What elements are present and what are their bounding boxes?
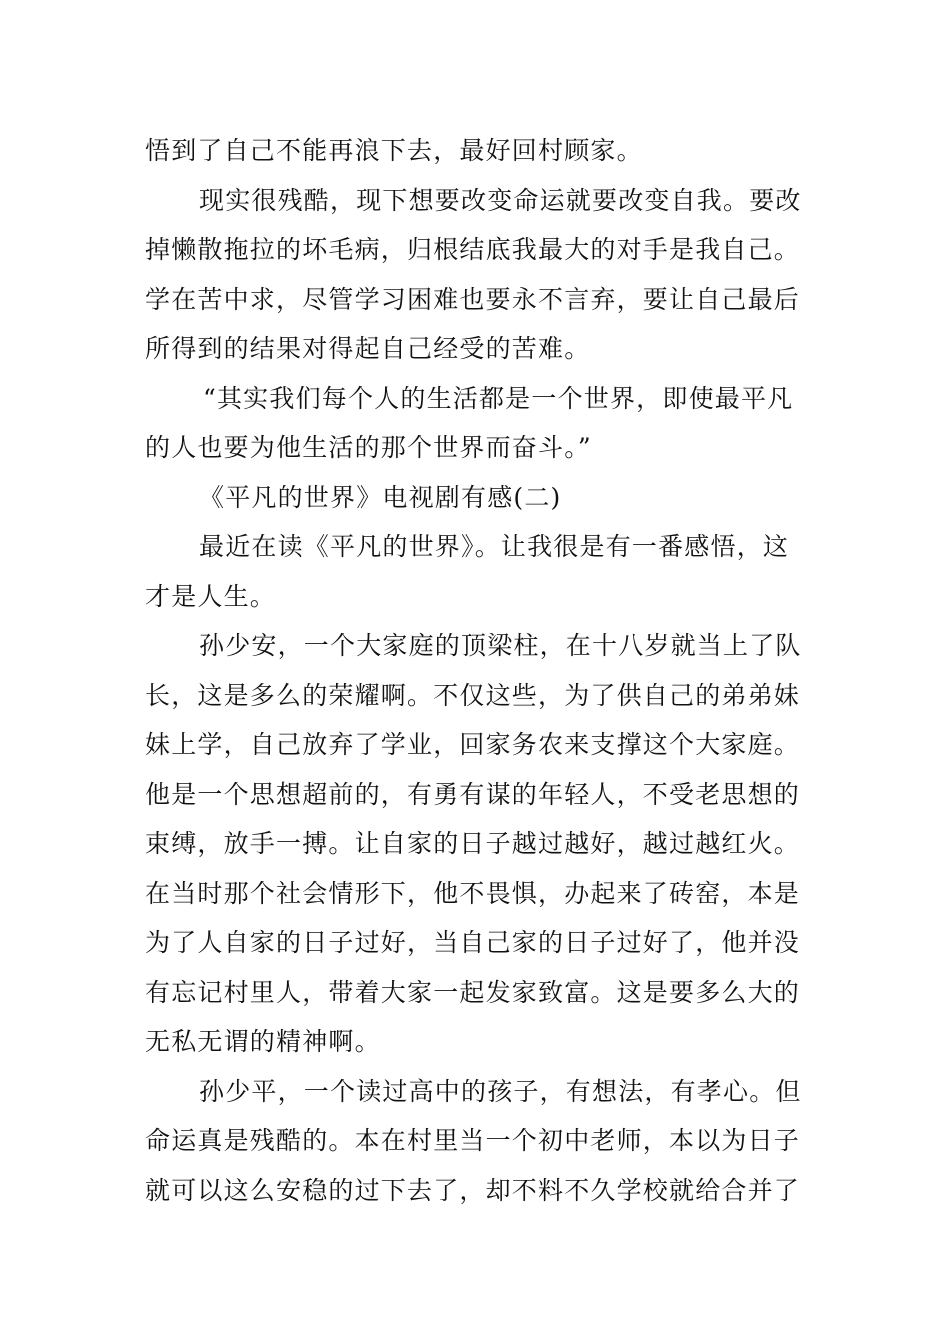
quote-line: “其实我们每个人的生活都是一个世界，即使最平凡 [203, 383, 794, 413]
section-heading: 《平凡的世界》电视剧有感(二) [199, 482, 562, 512]
text-line: 孙少安，一个大家庭的顶梁柱，在十八岁就当上了队 [199, 631, 802, 660]
text-line: 他是一个思想超前的，有勇有谋的年轻人，不受老思想的 [145, 779, 801, 809]
text-line: 才是人生。 [145, 581, 277, 611]
text-line: 妹上学，自己放弃了学业，回家务农来支撑这个大家庭。 [145, 730, 801, 759]
quote-line: 的人也要为他生活的那个世界而奋斗。” [145, 433, 592, 462]
text-line: 无私无谓的精神啊。 [145, 1027, 381, 1056]
text-line: 在当时那个社会情形下，他不畏惧，办起来了砖窑，本是 [145, 878, 801, 908]
text-line: 学在苦中求，尽管学习困难也要永不言弃，要让自己最后 [145, 284, 801, 314]
text-line: 悟到了自己不能再浪下去，最好回村顾家。 [145, 136, 643, 165]
text-line: 孙少平，一个读过高中的孩子，有想法，有孝心。但 [199, 1076, 802, 1106]
text-line: 有忘记村里人，带着大家一起发家致富。这是要多么大的 [145, 977, 801, 1007]
text-line: 束缚，放手一搏。让自家的日子越过越好，越过越红火。 [145, 829, 801, 858]
text-line: 为了人自家的日子过好，当自己家的日子过好了，他并没 [145, 928, 801, 957]
text-line: 所得到的结果对得起自己经受的苦难。 [145, 334, 591, 363]
document-body [145, 126, 809, 1215]
text-line: 就可以这么安稳的过下去了，却不料不久学校就给合并了 [145, 1175, 801, 1205]
text-line: 最近在读《平凡的世界》。让我很是有一番感悟，这 [199, 532, 790, 561]
text-line: 现实很残酷，现下想要改变命运就要改变自我。要改 [199, 185, 802, 215]
text-line: 掉懒散拖拉的坏毛病，归根结底我最大的对手是我自己。 [145, 235, 801, 264]
text-line: 长，这是多么的荣耀啊。不仅这些，为了供自己的弟弟妹 [145, 680, 801, 710]
text-line: 命运真是残酷的。本在村里当一个初中老师，本以为日子 [145, 1126, 801, 1155]
